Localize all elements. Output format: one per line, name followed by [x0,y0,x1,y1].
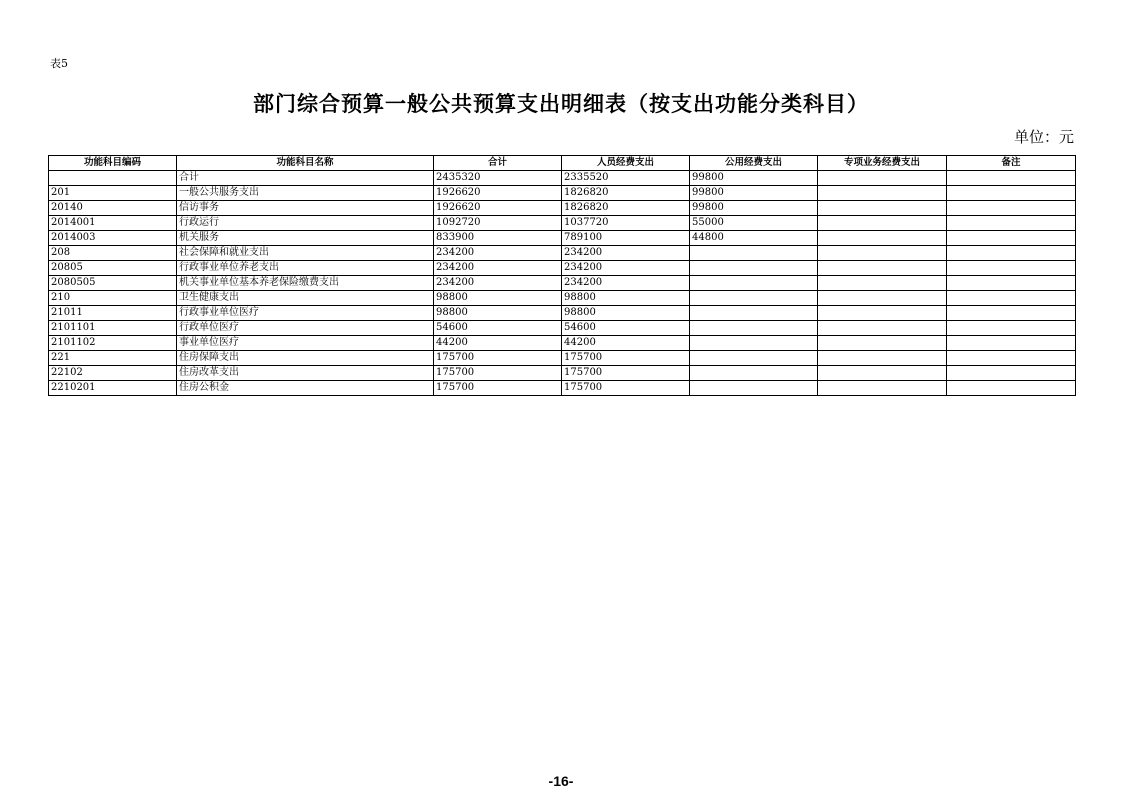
cell-total: 1092720 [434,216,562,231]
cell-total: 2435320 [434,171,562,186]
cell-special [818,201,947,216]
cell-public [690,276,818,291]
cell-code: 210 [49,291,177,306]
cell-public [690,306,818,321]
table-row [49,366,1076,381]
cell-code: 208 [49,246,177,261]
cell-code: 2210201 [49,381,177,396]
cell-public [690,351,818,366]
cell-personnel: 175700 [562,366,690,381]
col-header-code: 功能科目编码 [49,156,177,171]
cell-personnel: 1037720 [562,216,690,231]
cell-code: 221 [49,351,177,366]
cell-personnel: 44200 [562,336,690,351]
cell-public [690,246,818,261]
table-row [49,216,1076,231]
cell-personnel: 234200 [562,246,690,261]
cell-name: 机关事业单位基本养老保险缴费支出 [177,276,434,291]
cell-code: 20140 [49,201,177,216]
table-row [49,276,1076,291]
cell-special [818,381,947,396]
cell-public [690,321,818,336]
cell-personnel: 98800 [562,291,690,306]
cell-personnel: 2335520 [562,171,690,186]
cell-code: 2101102 [49,336,177,351]
table-header-row [49,156,1076,171]
cell-public [690,261,818,276]
cell-remark [947,321,1076,336]
cell-name: 住房公积金 [177,381,434,396]
table-row [49,321,1076,336]
cell-public: 99800 [690,171,818,186]
table-row [49,231,1076,246]
cell-public [690,291,818,306]
cell-public [690,381,818,396]
cell-personnel: 1826820 [562,201,690,216]
col-header-public: 公用经费支出 [690,156,818,171]
cell-name: 一般公共服务支出 [177,186,434,201]
table-row [49,246,1076,261]
cell-personnel: 175700 [562,351,690,366]
cell-remark [947,276,1076,291]
cell-public [690,366,818,381]
cell-remark [947,351,1076,366]
cell-public: 99800 [690,186,818,201]
cell-code: 2014003 [49,231,177,246]
cell-special [818,306,947,321]
cell-personnel: 54600 [562,321,690,336]
cell-code: 22102 [49,366,177,381]
cell-name: 行政事业单位医疗 [177,306,434,321]
table-row [49,381,1076,396]
cell-name: 机关服务 [177,231,434,246]
cell-total: 98800 [434,291,562,306]
cell-total: 1926620 [434,186,562,201]
col-header-special: 专项业务经费支出 [818,156,947,171]
col-header-personnel: 人员经费支出 [562,156,690,171]
cell-code: 20805 [49,261,177,276]
cell-code: 2014001 [49,216,177,231]
cell-remark [947,171,1076,186]
table-row [49,171,1076,186]
cell-total: 833900 [434,231,562,246]
table-row [49,336,1076,351]
cell-total: 44200 [434,336,562,351]
cell-special [818,366,947,381]
table-row [49,186,1076,201]
cell-name: 卫生健康支出 [177,291,434,306]
cell-total: 234200 [434,246,562,261]
cell-personnel: 175700 [562,381,690,396]
table-row [49,201,1076,216]
table-row [49,291,1076,306]
cell-total: 234200 [434,261,562,276]
cell-special [818,276,947,291]
cell-code: 21011 [49,306,177,321]
cell-remark [947,231,1076,246]
cell-special [818,336,947,351]
cell-name: 行政单位医疗 [177,321,434,336]
cell-special [818,321,947,336]
cell-remark [947,306,1076,321]
cell-public: 55000 [690,216,818,231]
cell-name: 社会保障和就业支出 [177,246,434,261]
cell-total: 175700 [434,381,562,396]
page-number: -16- [548,773,574,789]
cell-name: 信访事务 [177,201,434,216]
cell-remark [947,381,1076,396]
cell-personnel: 234200 [562,261,690,276]
col-header-name: 功能科目名称 [177,156,434,171]
cell-personnel: 789100 [562,231,690,246]
cell-remark [947,216,1076,231]
cell-remark [947,336,1076,351]
cell-name: 行政运行 [177,216,434,231]
cell-personnel: 1826820 [562,186,690,201]
cell-remark [947,201,1076,216]
cell-total: 54600 [434,321,562,336]
table-row [49,306,1076,321]
table-row [49,351,1076,366]
cell-code: 2080505 [49,276,177,291]
cell-special [818,246,947,261]
col-header-total: 合计 [434,156,562,171]
table-row [49,261,1076,276]
cell-special [818,171,947,186]
cell-total: 234200 [434,276,562,291]
expenditure-table [48,155,1076,396]
cell-public [690,336,818,351]
table-body [49,171,1076,396]
cell-code: 2101101 [49,321,177,336]
cell-personnel: 234200 [562,276,690,291]
cell-name: 住房保障支出 [177,351,434,366]
cell-name: 事业单位医疗 [177,336,434,351]
cell-special [818,291,947,306]
cell-name: 合计 [177,171,434,186]
cell-remark [947,186,1076,201]
cell-total: 175700 [434,351,562,366]
unit-label: 单位：元 [1013,128,1074,146]
cell-name: 行政事业单位养老支出 [177,261,434,276]
cell-public: 44800 [690,231,818,246]
cell-special [818,186,947,201]
page-title: 部门综合预算一般公共预算支出明细表（按支出功能分类科目） [253,92,869,116]
cell-code [49,171,177,186]
cell-code: 201 [49,186,177,201]
cell-remark [947,291,1076,306]
table-tag: 表5 [50,57,68,70]
cell-special [818,351,947,366]
cell-total: 1926620 [434,201,562,216]
cell-special [818,216,947,231]
cell-total: 175700 [434,366,562,381]
cell-total: 98800 [434,306,562,321]
cell-remark [947,261,1076,276]
cell-name: 住房改革支出 [177,366,434,381]
col-header-remark: 备注 [947,156,1076,171]
cell-remark [947,246,1076,261]
cell-public: 99800 [690,201,818,216]
cell-personnel: 98800 [562,306,690,321]
cell-remark [947,366,1076,381]
cell-special [818,231,947,246]
cell-special [818,261,947,276]
